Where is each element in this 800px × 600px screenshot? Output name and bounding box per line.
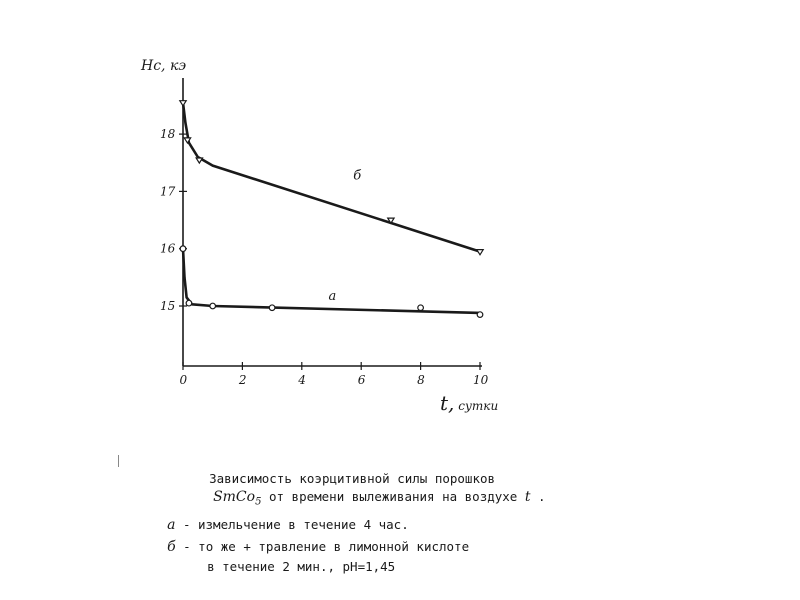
scan-mark	[118, 455, 119, 467]
x-tick-label-2: 2	[238, 373, 247, 387]
y-tick-labels	[160, 127, 176, 313]
axes	[179, 78, 482, 370]
x-tick-label-4: 4	[298, 373, 306, 387]
series-2-point-1	[186, 300, 192, 306]
y-tick-label-15: 15	[160, 299, 176, 313]
legend-b-continued	[192, 544, 395, 574]
x-tick-label-8: 8	[417, 373, 425, 387]
series-labels	[329, 169, 362, 304]
series-1-point-0	[180, 101, 186, 106]
x-tick-label-10: 10	[473, 373, 489, 387]
series-2-point-4	[418, 305, 424, 311]
series-label-1: б	[353, 168, 362, 184]
series-2-point-0	[180, 246, 186, 252]
series-2-point-5	[477, 312, 483, 318]
x-axis-label-var: t,	[440, 391, 455, 415]
series-1-point-2	[196, 158, 202, 163]
series-markers	[180, 101, 483, 318]
caption-variable: t	[524, 489, 531, 505]
y-tick-label-16: 16	[160, 241, 176, 256]
series-1-point-4	[477, 250, 483, 255]
legend-b-text: - то же + травление в лимонной кислоте	[175, 539, 470, 554]
series-2-point-2	[210, 303, 216, 309]
series-line-1	[183, 103, 480, 252]
series-curves	[183, 103, 480, 313]
formula-smco: SmCo	[213, 489, 256, 505]
x-tick-label-0: 0	[179, 373, 188, 387]
caption-title: Зависимость коэрцитивной силы порошков	[209, 471, 496, 486]
legend-b-cont-text: в течение 2 мин., pH=1,45	[207, 559, 396, 574]
x-tick-label-6: 6	[357, 373, 366, 387]
series-2-point-3	[269, 305, 275, 311]
legend-a-text: - измельчение в течение 4 час.	[175, 517, 409, 532]
x-axis-label	[440, 391, 498, 415]
formula-subscript: 5	[255, 496, 262, 508]
x-axis-label-unit: сутки	[454, 399, 499, 413]
y-axis-label: Hc, кэ	[141, 58, 187, 74]
caption-end: .	[530, 489, 546, 504]
legend-b-letter: б	[167, 539, 176, 555]
series-label-2: а	[328, 289, 337, 304]
legend-a-letter: а	[167, 517, 176, 533]
y-tick-label-17: 17	[160, 184, 176, 199]
caption-text: от времени вылеживания на воздухе	[261, 489, 525, 504]
y-tick-label-18: 18	[160, 127, 176, 142]
x-tick-labels	[180, 373, 489, 387]
